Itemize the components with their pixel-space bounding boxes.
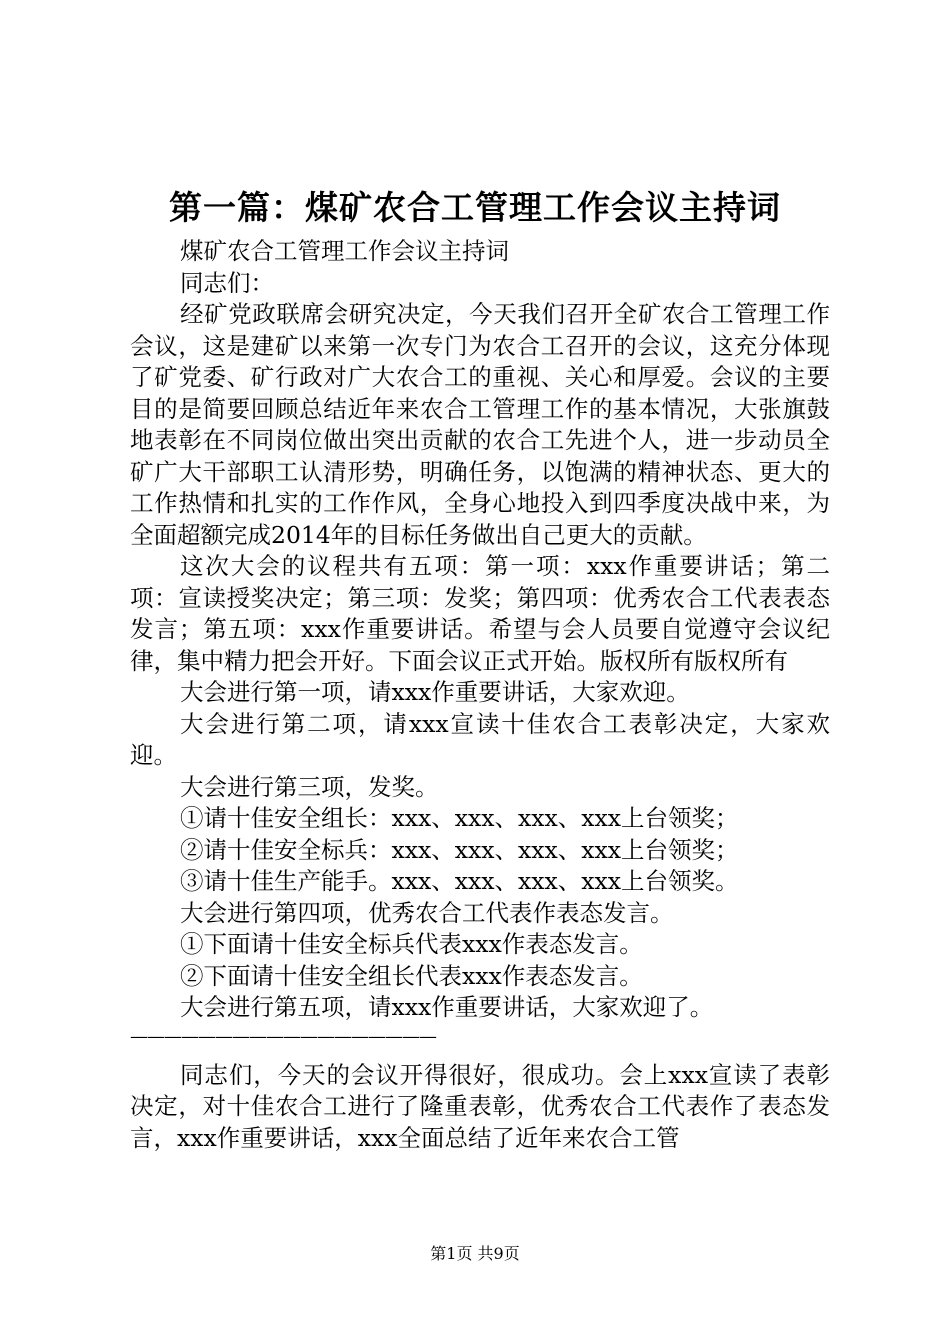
agenda-step-5: 大会进行第五项，请xxx作重要讲话，大家欢迎了。 [180,993,714,1021]
page-number: 第1页 共9页 [430,1244,520,1263]
document-title: 第一篇：煤矿农合工管理工作会议主持词 [169,188,781,227]
paragraph-agenda: 这次大会的议程共有五项：第一项：xxx作重要讲话；第二项：宣读授奖决定；第三项：发奖；第四项：优秀农合工代表表态发言；第五项：xxx作重要讲话。希望与会人员要自觉遵守会议纪律，集中精力把会开好。下面会议正式开始。版权所有版权所有 [130,552,830,675]
document-subtitle: 煤矿农合工管理工作会议主持词 [180,237,509,265]
paragraph-intro: 经矿党政联席会研究决定，今天我们召开全矿农合工管理工作会议，这是建矿以来第一次专门为农合工召开的会议，这充分体现了矿党委、矿行政对广大农合工的重视、关心和厚爱。会议的主要目的是简要回顾总结近年来农合工管理工作的基本情况，大张旗鼓地表彰在不同岗位做出突出贡献的农合工先进个人，进一步动员全矿广大干部职工认清形势，明确任务，以饱满的精神状态、更大的工作热情和扎实的工作作风，全身心地投入到四季度决战中来，为全面超额完成2014年的目标任务做出自己更大的贡献。 [130,300,830,549]
award-item-2: ②请十佳安全标兵：xxx、xxx、xxx、xxx上台领奖； [180,835,739,864]
document-body [130,236,830,1154]
agenda-step-4: 大会进行第四项，优秀农合工代表作表态发言。 [180,898,674,927]
agenda-step-2: 大会进行第二项，请xxx宣读十佳农合工表彰决定，大家欢迎。 [130,709,830,769]
speech-item-2: ②下面请十佳安全组长代表xxx作表态发言。 [180,961,643,990]
paragraph-closing: 同志们，今天的会议开得很好，很成功。会上xxx宣读了表彰决定，对十佳农合工进行了隆重表彰，优秀农合工代表作了表态发言，xxx作重要讲话，xxx全面总结了近年来农合工管 [130,1060,830,1152]
agenda-step-1: 大会进行第一项，请xxx作重要讲话，大家欢迎。 [180,678,690,706]
greeting: 同志们： [180,268,274,297]
section-divider: —————————————————— [130,1025,436,1047]
award-item-1: ①请十佳安全组长：xxx、xxx、xxx、xxx上台领奖； [180,804,739,832]
speech-item-1: ①下面请十佳安全标兵代表xxx作表态发言。 [180,930,643,958]
award-item-3: ③请十佳生产能手。xxx、xxx、xxx、xxx上台领奖。 [180,867,739,895]
agenda-step-3: 大会进行第三项，发奖。 [180,772,439,801]
